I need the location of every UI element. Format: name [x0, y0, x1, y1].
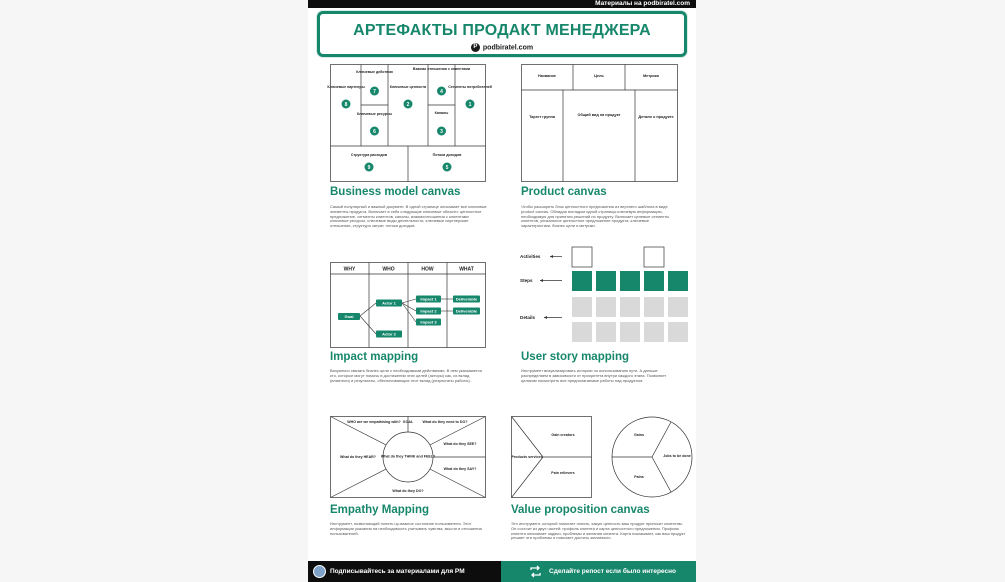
user-story-mapping-diagram: [518, 244, 688, 346]
bmc-revenue-label: Потоки доходов: [432, 153, 462, 157]
impact-node-impact1: Impact 1: [420, 296, 437, 302]
empathy-mapping-title: Empathy Mapping: [330, 504, 430, 516]
usm-details-label: Details: [520, 315, 536, 320]
impact-node-impact2: Impact 2: [420, 308, 437, 314]
subscribe-banner[interactable]: [308, 561, 501, 582]
subscribe-text: Подписывайтесь за материалами для PM: [330, 568, 465, 575]
empathy-do-label: What do they DO?: [392, 489, 424, 493]
usm-steps-label: Steps: [520, 278, 533, 283]
vpc-jobs-label: Jobs to be done: [663, 454, 691, 458]
bmc-num-resources: 6: [373, 128, 376, 135]
impact-header-what: WHAT: [459, 266, 474, 273]
vpc-gain-creators-label: Gain creators: [551, 433, 575, 437]
product-canvas-description: Чтобы расширить блок ценностного предложения из верхнего шаблона в виде product canvas. Обладая взглядом одной страницы ключевую информацию, необходимую для принятия решений по продукту. Включает целевые сегменты клиентов, уникальное ценностное предложение продукта, ключевые характеристики, бизнес цели и метрики.: [521, 204, 670, 229]
pc-overview-label: Общий вид на продукт: [577, 113, 621, 117]
pc-goal-label: Цель: [594, 74, 604, 78]
value-proposition-diagram: [511, 416, 693, 498]
bmc-relations-label: Взаимо отношения с клиентами: [412, 67, 471, 71]
brand-logo-icon: P: [471, 43, 480, 52]
bmc-activities-label: Ключевые действия: [356, 70, 393, 74]
pc-target-label: Таргет группа: [529, 115, 555, 119]
impact-mapping-diagram: [330, 262, 486, 348]
empathy-hear-label: What do they HEAR?: [340, 455, 376, 459]
bmc-resources-label: Ключевые ресурсы: [356, 112, 393, 116]
impact-mapping-title: Impact mapping: [330, 351, 419, 363]
bmc-num-value: 2: [406, 101, 410, 108]
impact-node-impact3: Impact 3: [420, 319, 437, 325]
user-story-mapping-description: Инструмент визуализировать историю по использованию пути. А дальше распределяем в зависимости от приоритета внутри каждого этапа. Позволяет целиком посмотреть все предполагаемые работы над продуктом.: [521, 368, 667, 383]
value-proposition-description: Это инструмент, который помогает понять, какую ценность ваш продукт приносит клиентам. Он состоит из двух частей: профиль клиента и карта ценностного предложения. Профиль клиента описывает задачи, проблемы и желания клиента. Карта показывает, как ваш продукт решает эти проблемы и помогает достичь желаемого.: [511, 521, 686, 541]
empathy-need-label: What do they need to DO?: [422, 420, 468, 424]
impact-node-actor2: Actor 2: [382, 331, 396, 337]
impact-node-deliverable2: Deliverable: [455, 308, 478, 314]
empathy-say-label: What do they SAY?: [443, 467, 477, 471]
pc-metrics-label: Метрики: [643, 74, 659, 78]
impact-node-deliverable1: Deliverable: [455, 296, 478, 302]
repost-icon: [529, 565, 542, 578]
product-canvas-title: Product canvas: [521, 186, 607, 198]
bmc-num-partners: 8: [344, 101, 348, 108]
bmc-num-costs: 9: [367, 164, 371, 171]
impact-mapping-description: Визуально связать бизнес цели с необходимыми действиями. В нем указывается кто, которые могут помочь в достижении этих целей (акторы) как, их вклад (влиятели) и результаты, обеспечивающие этот вклад (результаты работы).: [330, 368, 482, 383]
impact-node-goal: Goal: [344, 314, 354, 319]
repost-text: Сделайте репост если было интересно: [549, 568, 676, 575]
value-proposition-title: Value proposition canvas: [511, 504, 650, 516]
poster-page: [308, 0, 696, 582]
empathy-mapping-diagram: [330, 416, 486, 498]
title-box: [317, 11, 687, 57]
top-bar[interactable]: Материалы на podbiratel.com: [308, 0, 696, 8]
product-canvas-diagram: [521, 64, 678, 182]
bmc-value-label: Ключевые ценности: [389, 85, 427, 89]
bmc-channels-label: Каналы: [434, 111, 449, 115]
impact-header-who: WHO: [382, 266, 395, 273]
bmc-partners-label: Ключевые партнеры: [327, 85, 365, 89]
pc-name-label: Название: [538, 74, 556, 78]
empathy-mapping-description: Инструмент, позволяющий понять up-важное состояние пользователя. Этот информации указания на необходимость учитывать чувства, мысли и отношения пользователей.: [330, 521, 482, 536]
empathy-who-label: WHO are we empathising with?: [347, 420, 401, 424]
impact-header-why: WHY: [343, 266, 356, 273]
bmc-costs-label: Структура расходов: [350, 153, 388, 157]
bmc-num-channels: 3: [440, 128, 443, 135]
business-model-canvas-diagram: [327, 64, 492, 182]
bmc-num-revenue: 5: [445, 164, 449, 171]
impact-node-actor1: Actor 1: [382, 300, 396, 306]
bmc-num-relations: 4: [440, 88, 443, 95]
usm-activities-label: Activities: [520, 254, 541, 259]
empathy-center-label: What do they THINK and FEEL?: [380, 454, 436, 459]
repost-banner[interactable]: [501, 561, 696, 582]
empathy-goal-label: GOAL: [402, 420, 414, 424]
empathy-see-label: What do they SEE?: [443, 442, 477, 446]
bmc-description: Самый популярный и важный документ. В одной странице описывает все ключевые элементы продукта. Включает в себя следующие ключевые области: ценностное предложение, сегменты клиентов, каналы, взаимоотношения с клиентами ключевые ресурсы, ключевые виды деятельности, ключевые партнерские отношения, структура затрат, потоки доходов.: [330, 204, 487, 229]
vpc-products-label: Products services: [511, 455, 543, 459]
vpc-pains-label: Pains: [634, 475, 644, 479]
pc-details-label: Детали о продукте: [638, 115, 674, 119]
brand[interactable]: [320, 43, 684, 52]
vpc-gains-label: Gains: [634, 433, 644, 437]
brand-name: podbiratel.com: [482, 44, 534, 52]
impact-header-how: HOW: [421, 266, 434, 273]
bmc-segments-label: Сегменты потребителей: [448, 85, 492, 89]
bmc-num-segments: 1: [468, 101, 472, 108]
bmc-title: Business model canvas: [330, 186, 461, 198]
avatar: [313, 565, 326, 578]
user-story-mapping-title: User story mapping: [521, 351, 629, 363]
page-title: АРТЕФАКТЫ ПРОДАКТ МЕНЕДЖЕРА: [353, 22, 651, 39]
bmc-num-activities: 7: [373, 88, 376, 95]
vpc-pain-relievers-label: Pain relievers: [551, 471, 575, 475]
